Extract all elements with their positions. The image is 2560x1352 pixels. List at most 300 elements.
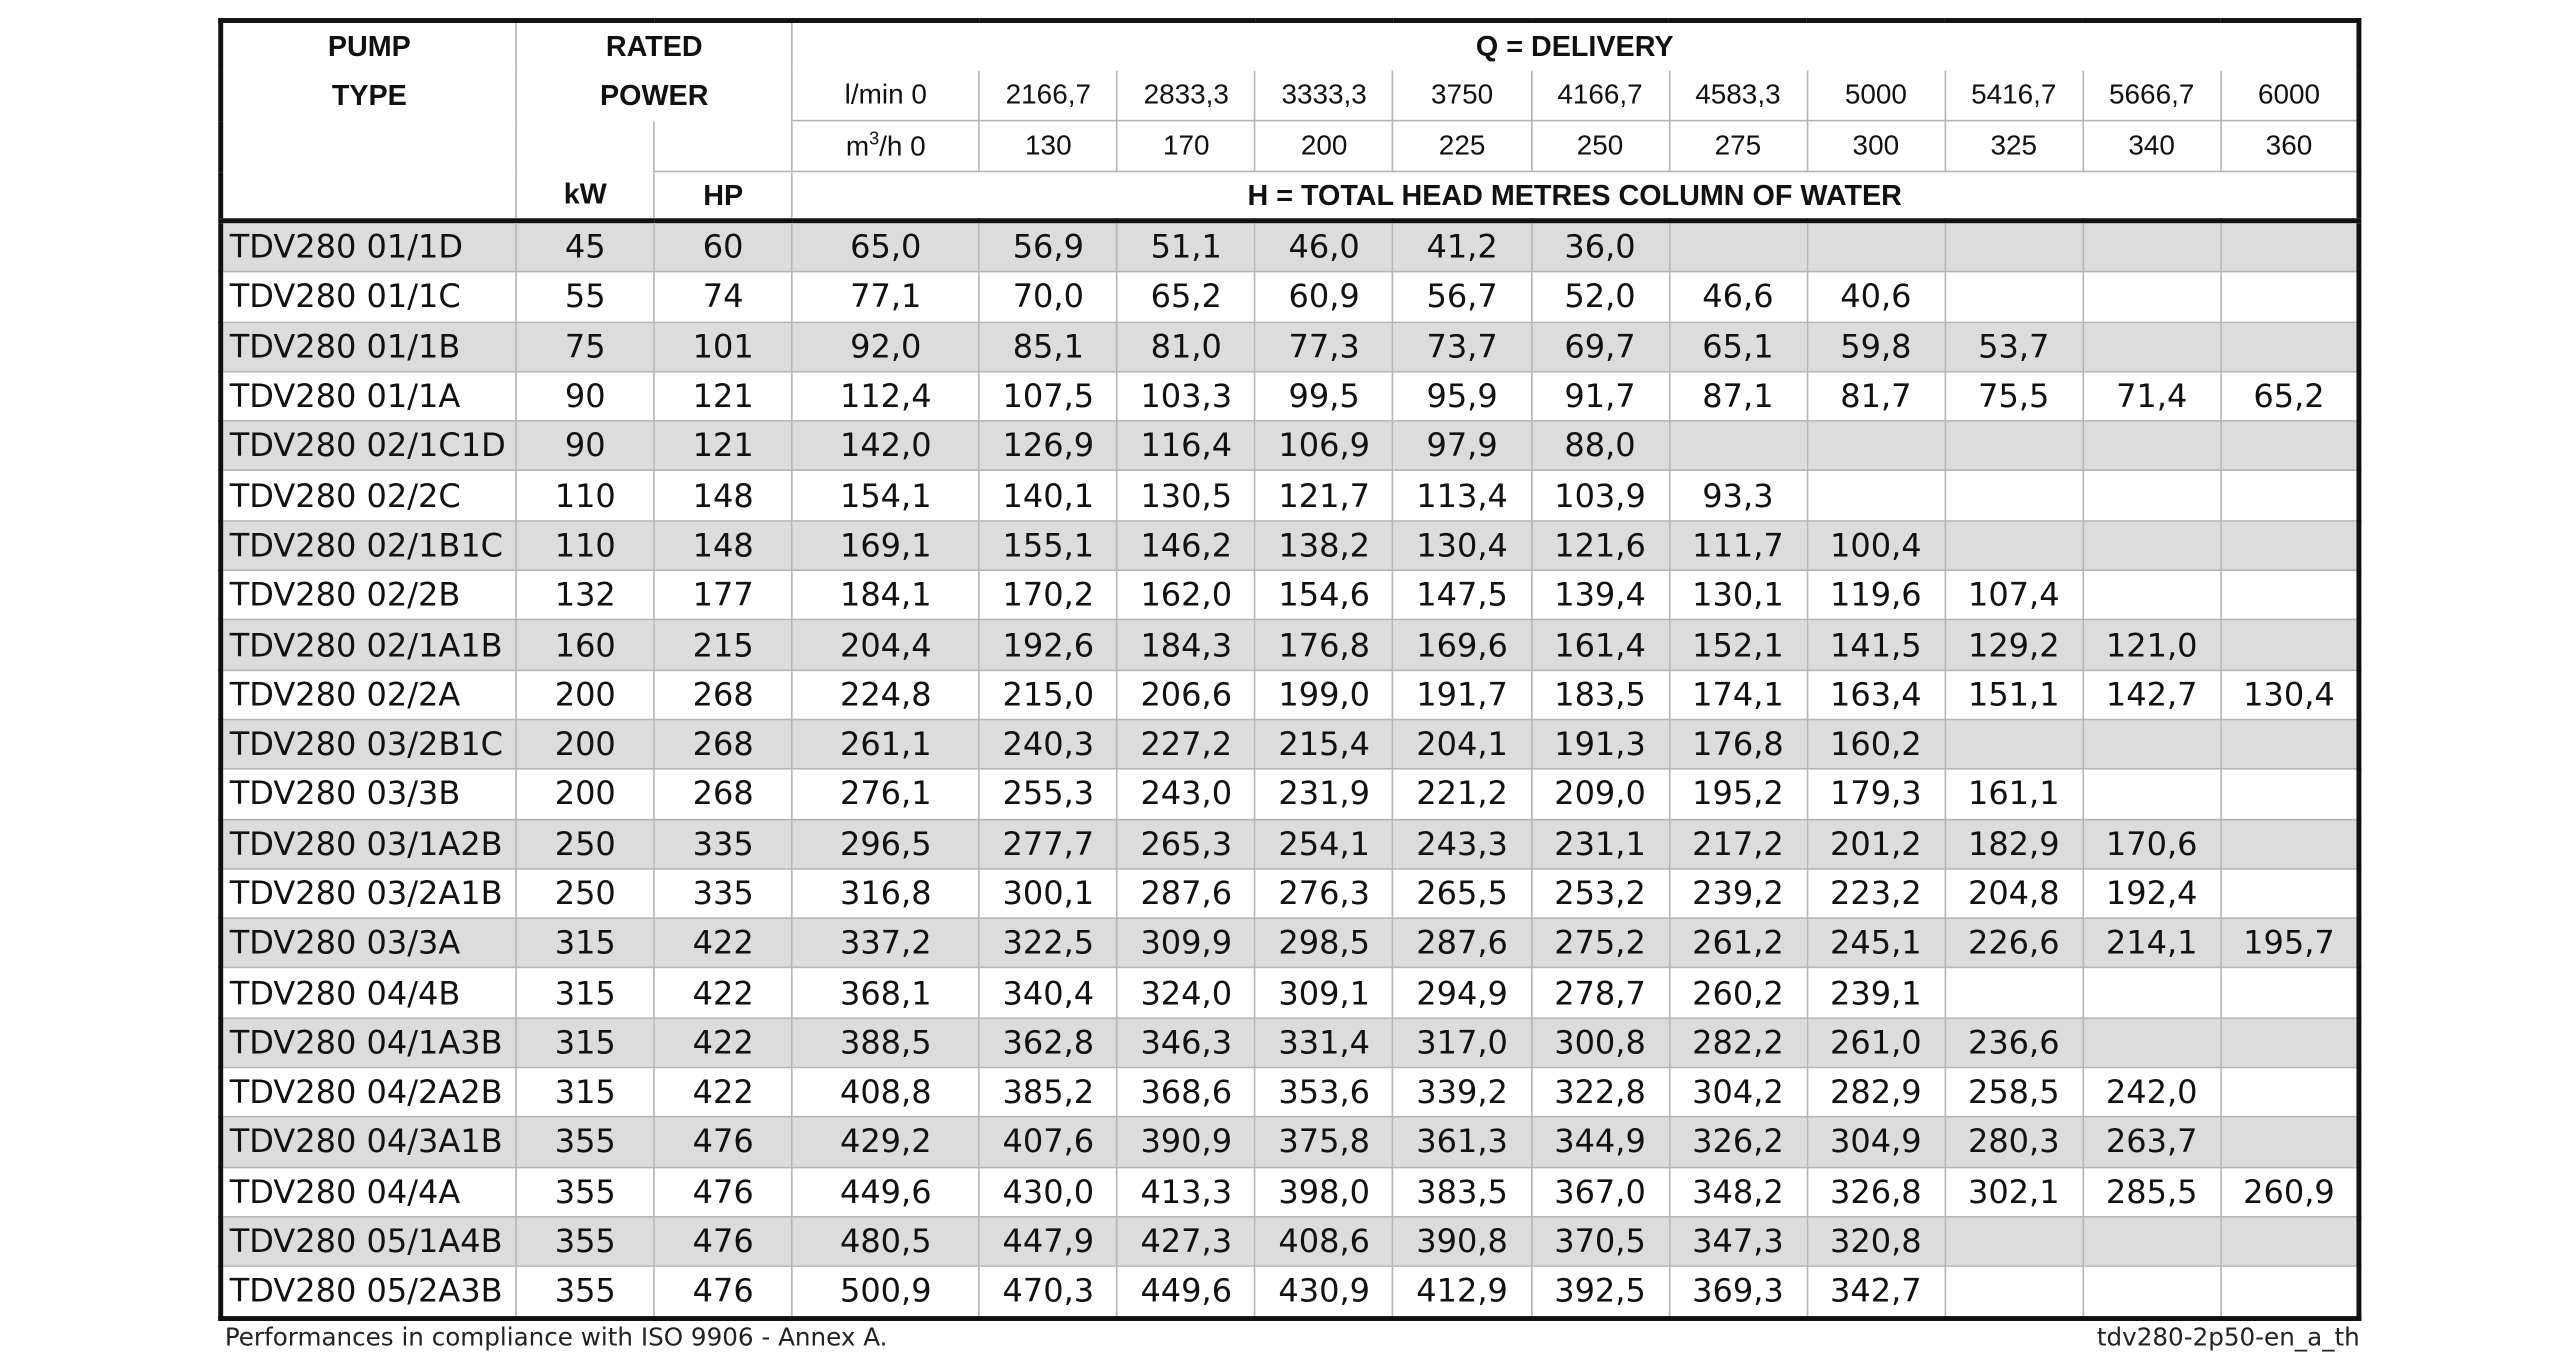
power-kw-cell: 55 bbox=[516, 272, 654, 322]
table-row bbox=[221, 1217, 2359, 1267]
head-value-cell: 46,6 bbox=[1669, 272, 1807, 322]
head-value-cell: 151,1 bbox=[1945, 670, 2083, 720]
head-value-cell: 53,7 bbox=[1945, 322, 2083, 372]
head-value-cell: 121,7 bbox=[1255, 471, 1393, 521]
power-kw-cell: 355 bbox=[516, 1266, 654, 1317]
head-value-cell: 227,2 bbox=[1117, 720, 1255, 770]
head-value-cell bbox=[1945, 521, 2083, 571]
head-value-cell bbox=[2083, 521, 2221, 571]
header-m3h-value: 275 bbox=[1669, 121, 1807, 172]
head-value-cell: 369,3 bbox=[1669, 1266, 1807, 1317]
head-value-cell: 65,0 bbox=[792, 221, 979, 272]
power-kw-cell: 200 bbox=[516, 769, 654, 819]
head-value-cell: 142,7 bbox=[2083, 670, 2221, 720]
table-row bbox=[221, 221, 2359, 272]
head-value-cell bbox=[1807, 421, 1945, 471]
head-value-cell: 81,7 bbox=[1807, 372, 1945, 422]
head-value-cell: 276,3 bbox=[1255, 869, 1393, 919]
head-value-cell: 231,1 bbox=[1531, 819, 1669, 869]
performance-table bbox=[218, 18, 2361, 1320]
table-row bbox=[221, 720, 2359, 770]
head-value-cell: 392,5 bbox=[1531, 1266, 1669, 1317]
head-value-cell bbox=[2221, 869, 2359, 919]
power-hp-cell: 121 bbox=[654, 372, 792, 422]
header-m3h-value: 325 bbox=[1945, 121, 2083, 172]
power-hp-cell: 74 bbox=[654, 272, 792, 322]
head-value-cell: 92,0 bbox=[792, 322, 979, 372]
head-value-cell: 383,5 bbox=[1393, 1167, 1531, 1217]
head-value-cell: 375,8 bbox=[1255, 1117, 1393, 1167]
head-value-cell bbox=[1807, 221, 1945, 272]
head-value-cell: 331,4 bbox=[1255, 1018, 1393, 1068]
header-head-title: H = TOTAL HEAD METRES COLUMN OF WATER bbox=[792, 171, 2359, 220]
power-hp-cell: 148 bbox=[654, 471, 792, 521]
head-value-cell: 430,9 bbox=[1255, 1266, 1393, 1317]
head-value-cell: 326,2 bbox=[1669, 1117, 1807, 1167]
head-value-cell: 59,8 bbox=[1807, 322, 1945, 372]
head-value-cell: 261,0 bbox=[1807, 1018, 1945, 1068]
head-value-cell: 97,9 bbox=[1393, 421, 1531, 471]
pump-type-cell: TDV280 02/2B bbox=[221, 570, 517, 620]
head-value-cell: 430,0 bbox=[979, 1167, 1117, 1217]
pump-type-cell: TDV280 03/1A2B bbox=[221, 819, 517, 869]
head-value-cell bbox=[2221, 769, 2359, 819]
power-hp-cell: 121 bbox=[654, 421, 792, 471]
head-value-cell: 77,3 bbox=[1255, 322, 1393, 372]
pump-type-cell: TDV280 03/3A bbox=[221, 918, 517, 968]
head-value-cell: 176,8 bbox=[1255, 620, 1393, 670]
pump-type-cell: TDV280 02/1B1C bbox=[221, 521, 517, 571]
head-value-cell: 116,4 bbox=[1117, 421, 1255, 471]
head-value-cell: 147,5 bbox=[1393, 570, 1531, 620]
head-value-cell: 107,5 bbox=[979, 372, 1117, 422]
head-value-cell: 388,5 bbox=[792, 1018, 979, 1068]
head-value-cell bbox=[2083, 471, 2221, 521]
head-value-cell: 130,5 bbox=[1117, 471, 1255, 521]
power-hp-cell: 101 bbox=[654, 322, 792, 372]
table-row bbox=[221, 670, 2359, 720]
power-kw-cell: 315 bbox=[516, 918, 654, 968]
header-lmin-value: 5416,7 bbox=[1945, 71, 2083, 121]
header-m3h-value: 250 bbox=[1531, 121, 1669, 172]
header-m3h-label: $m^3/h$ 0 bbox=[792, 121, 979, 172]
head-value-cell: 154,6 bbox=[1255, 570, 1393, 620]
head-value-cell: 130,1 bbox=[1669, 570, 1807, 620]
head-value-cell: 56,9 bbox=[979, 221, 1117, 272]
pump-type-cell: TDV280 04/4A bbox=[221, 1167, 517, 1217]
power-hp-cell: 335 bbox=[654, 869, 792, 919]
head-value-cell: 449,6 bbox=[792, 1167, 979, 1217]
head-value-cell: 215,4 bbox=[1255, 720, 1393, 770]
head-value-cell: 390,8 bbox=[1393, 1217, 1531, 1267]
head-value-cell: 142,0 bbox=[792, 421, 979, 471]
power-kw-cell: 355 bbox=[516, 1217, 654, 1267]
head-value-cell: 56,7 bbox=[1393, 272, 1531, 322]
head-value-cell: 75,5 bbox=[1945, 372, 2083, 422]
pump-type-cell: TDV280 02/2C bbox=[221, 471, 517, 521]
head-value-cell: 280,3 bbox=[1945, 1117, 2083, 1167]
pump-type-cell: TDV280 02/1C1D bbox=[221, 421, 517, 471]
head-value-cell: 261,2 bbox=[1669, 918, 1807, 968]
head-value-cell bbox=[1945, 221, 2083, 272]
head-value-cell: 278,7 bbox=[1531, 968, 1669, 1018]
head-value-cell: 126,9 bbox=[979, 421, 1117, 471]
head-value-cell: 41,2 bbox=[1393, 221, 1531, 272]
head-value-cell: 447,9 bbox=[979, 1217, 1117, 1267]
head-value-cell: 69,7 bbox=[1531, 322, 1669, 372]
head-value-cell: 408,8 bbox=[792, 1068, 979, 1118]
head-value-cell bbox=[2083, 421, 2221, 471]
head-value-cell: 88,0 bbox=[1531, 421, 1669, 471]
head-value-cell: 298,5 bbox=[1255, 918, 1393, 968]
head-value-cell: 141,5 bbox=[1807, 620, 1945, 670]
head-value-cell: 470,3 bbox=[979, 1266, 1117, 1317]
pump-type-cell: TDV280 04/2A2B bbox=[221, 1068, 517, 1118]
power-hp-cell: 177 bbox=[654, 570, 792, 620]
head-value-cell: 287,6 bbox=[1117, 869, 1255, 919]
header-kw: kW bbox=[516, 171, 654, 220]
power-kw-cell: 315 bbox=[516, 968, 654, 1018]
head-value-cell bbox=[1669, 421, 1807, 471]
head-value-cell: 368,1 bbox=[792, 968, 979, 1018]
head-value-cell: 81,0 bbox=[1117, 322, 1255, 372]
head-value-cell: 179,3 bbox=[1807, 769, 1945, 819]
header-lmin-value: 2166,7 bbox=[979, 71, 1117, 121]
head-value-cell: 239,1 bbox=[1807, 968, 1945, 1018]
head-value-cell: 398,0 bbox=[1255, 1167, 1393, 1217]
pump-type-cell: TDV280 04/3A1B bbox=[221, 1117, 517, 1167]
table-row bbox=[221, 272, 2359, 322]
pump-type-cell: TDV280 02/2A bbox=[221, 670, 517, 720]
pump-type-cell: TDV280 04/4B bbox=[221, 968, 517, 1018]
power-kw-cell: 75 bbox=[516, 322, 654, 372]
head-value-cell: 258,5 bbox=[1945, 1068, 2083, 1118]
head-value-cell: 287,6 bbox=[1393, 918, 1531, 968]
table-row bbox=[221, 968, 2359, 1018]
head-value-cell: 277,7 bbox=[979, 819, 1117, 869]
head-value-cell: 119,6 bbox=[1807, 570, 1945, 620]
head-value-cell bbox=[2221, 968, 2359, 1018]
power-hp-cell: 422 bbox=[654, 1018, 792, 1068]
head-value-cell: 112,4 bbox=[792, 372, 979, 422]
header-lmin-value: 5666,7 bbox=[2083, 71, 2221, 121]
power-kw-cell: 315 bbox=[516, 1018, 654, 1068]
head-value-cell bbox=[2083, 272, 2221, 322]
power-kw-cell: 110 bbox=[516, 521, 654, 571]
pump-type-cell: TDV280 03/2B1C bbox=[221, 720, 517, 770]
head-value-cell: 309,1 bbox=[1255, 968, 1393, 1018]
head-value-cell: 294,9 bbox=[1393, 968, 1531, 1018]
power-hp-cell: 422 bbox=[654, 918, 792, 968]
head-value-cell: 195,2 bbox=[1669, 769, 1807, 819]
head-value-cell: 191,3 bbox=[1531, 720, 1669, 770]
head-value-cell: 182,9 bbox=[1945, 819, 2083, 869]
pump-type-cell: TDV280 01/1C bbox=[221, 272, 517, 322]
power-kw-cell: 250 bbox=[516, 869, 654, 919]
header-lmin-value: 4166,7 bbox=[1531, 71, 1669, 121]
head-value-cell: 339,2 bbox=[1393, 1068, 1531, 1118]
head-value-cell: 111,7 bbox=[1669, 521, 1807, 571]
head-value-cell: 263,7 bbox=[2083, 1117, 2221, 1167]
head-value-cell: 95,9 bbox=[1393, 372, 1531, 422]
power-kw-cell: 355 bbox=[516, 1117, 654, 1167]
head-value-cell: 255,3 bbox=[979, 769, 1117, 819]
head-value-cell: 362,8 bbox=[979, 1018, 1117, 1068]
head-value-cell: 320,8 bbox=[1807, 1217, 1945, 1267]
head-value-cell: 275,2 bbox=[1531, 918, 1669, 968]
head-value-cell: 170,2 bbox=[979, 570, 1117, 620]
head-value-cell: 245,1 bbox=[1807, 918, 1945, 968]
power-kw-cell: 355 bbox=[516, 1167, 654, 1217]
head-value-cell: 204,1 bbox=[1393, 720, 1531, 770]
head-value-cell bbox=[2221, 272, 2359, 322]
head-value-cell bbox=[2221, 421, 2359, 471]
head-value-cell: 146,2 bbox=[1117, 521, 1255, 571]
header-lmin-label: l/min 0 bbox=[792, 71, 979, 121]
head-value-cell: 71,4 bbox=[2083, 372, 2221, 422]
table-row bbox=[221, 1117, 2359, 1167]
power-kw-cell: 45 bbox=[516, 221, 654, 272]
head-value-cell: 260,9 bbox=[2221, 1167, 2359, 1217]
head-value-cell: 183,5 bbox=[1531, 670, 1669, 720]
head-value-cell: 191,7 bbox=[1393, 670, 1531, 720]
head-value-cell: 214,1 bbox=[2083, 918, 2221, 968]
head-value-cell: 40,6 bbox=[1807, 272, 1945, 322]
head-value-cell: 152,1 bbox=[1669, 620, 1807, 670]
head-value-cell: 361,3 bbox=[1393, 1117, 1531, 1167]
power-kw-cell: 200 bbox=[516, 720, 654, 770]
head-value-cell: 449,6 bbox=[1117, 1266, 1255, 1317]
table-row bbox=[221, 769, 2359, 819]
head-value-cell: 324,0 bbox=[1117, 968, 1255, 1018]
head-value-cell: 353,6 bbox=[1255, 1068, 1393, 1118]
head-value-cell: 51,1 bbox=[1117, 221, 1255, 272]
table-row bbox=[221, 1068, 2359, 1118]
head-value-cell: 192,4 bbox=[2083, 869, 2221, 919]
head-value-cell: 184,1 bbox=[792, 570, 979, 620]
header-lmin-value: 6000 bbox=[2221, 71, 2359, 121]
head-value-cell bbox=[2221, 1068, 2359, 1118]
table-row bbox=[221, 471, 2359, 521]
head-value-cell bbox=[2221, 471, 2359, 521]
head-value-cell: 243,0 bbox=[1117, 769, 1255, 819]
head-value-cell: 385,2 bbox=[979, 1068, 1117, 1118]
head-value-cell: 85,1 bbox=[979, 322, 1117, 372]
table-row bbox=[221, 819, 2359, 869]
head-value-cell bbox=[1807, 471, 1945, 521]
power-hp-cell: 148 bbox=[654, 521, 792, 571]
head-value-cell: 368,6 bbox=[1117, 1068, 1255, 1118]
table-row bbox=[221, 421, 2359, 471]
head-value-cell: 239,2 bbox=[1669, 869, 1807, 919]
head-value-cell: 344,9 bbox=[1531, 1117, 1669, 1167]
header-m3h-value: 360 bbox=[2221, 121, 2359, 172]
head-value-cell: 407,6 bbox=[979, 1117, 1117, 1167]
head-value-cell: 36,0 bbox=[1531, 221, 1669, 272]
head-value-cell: 91,7 bbox=[1531, 372, 1669, 422]
header-type: TYPE bbox=[221, 71, 517, 121]
table-header bbox=[221, 21, 2359, 221]
head-value-cell bbox=[2221, 521, 2359, 571]
head-value-cell: 130,4 bbox=[1393, 521, 1531, 571]
header-lmin-value: 4583,3 bbox=[1669, 71, 1807, 121]
head-value-cell bbox=[2083, 968, 2221, 1018]
head-value-cell: 224,8 bbox=[792, 670, 979, 720]
header-m3h-value: 340 bbox=[2083, 121, 2221, 172]
head-value-cell: 282,9 bbox=[1807, 1068, 1945, 1118]
table-row bbox=[221, 1167, 2359, 1217]
power-hp-cell: 422 bbox=[654, 968, 792, 1018]
power-kw-cell: 90 bbox=[516, 372, 654, 422]
head-value-cell: 169,1 bbox=[792, 521, 979, 571]
head-value-cell: 337,2 bbox=[792, 918, 979, 968]
power-hp-cell: 335 bbox=[654, 819, 792, 869]
head-value-cell: 408,6 bbox=[1255, 1217, 1393, 1267]
head-value-cell: 340,4 bbox=[979, 968, 1117, 1018]
head-value-cell: 254,1 bbox=[1255, 819, 1393, 869]
header-hp: HP bbox=[654, 171, 792, 220]
head-value-cell: 265,5 bbox=[1393, 869, 1531, 919]
head-value-cell bbox=[2221, 620, 2359, 670]
header-m3h-value: 225 bbox=[1393, 121, 1531, 172]
pump-type-cell: TDV280 01/1A bbox=[221, 372, 517, 422]
header-m3h-value: 170 bbox=[1117, 121, 1255, 172]
head-value-cell bbox=[2221, 720, 2359, 770]
head-value-cell: 93,3 bbox=[1669, 471, 1807, 521]
head-value-cell bbox=[1945, 421, 2083, 471]
head-value-cell bbox=[2083, 1217, 2221, 1267]
head-value-cell bbox=[1945, 968, 2083, 1018]
head-value-cell bbox=[2083, 769, 2221, 819]
head-value-cell: 130,4 bbox=[2221, 670, 2359, 720]
pump-type-cell: TDV280 05/2A3B bbox=[221, 1266, 517, 1317]
head-value-cell: 304,2 bbox=[1669, 1068, 1807, 1118]
head-value-cell: 317,0 bbox=[1393, 1018, 1531, 1068]
head-value-cell: 195,7 bbox=[2221, 918, 2359, 968]
head-value-cell: 65,2 bbox=[2221, 372, 2359, 422]
head-value-cell: 65,1 bbox=[1669, 322, 1807, 372]
head-value-cell: 70,0 bbox=[979, 272, 1117, 322]
table-row bbox=[221, 372, 2359, 422]
head-value-cell: 138,2 bbox=[1255, 521, 1393, 571]
head-value-cell: 300,1 bbox=[979, 869, 1117, 919]
head-value-cell: 87,1 bbox=[1669, 372, 1807, 422]
head-value-cell: 326,8 bbox=[1807, 1167, 1945, 1217]
power-hp-cell: 215 bbox=[654, 620, 792, 670]
power-hp-cell: 476 bbox=[654, 1167, 792, 1217]
power-kw-cell: 132 bbox=[516, 570, 654, 620]
head-value-cell: 282,2 bbox=[1669, 1018, 1807, 1068]
power-kw-cell: 250 bbox=[516, 819, 654, 869]
head-value-cell: 242,0 bbox=[2083, 1068, 2221, 1118]
header-m3h-value: 130 bbox=[979, 121, 1117, 172]
power-kw-cell: 160 bbox=[516, 620, 654, 670]
head-value-cell: 121,0 bbox=[2083, 620, 2221, 670]
pump-type-cell: TDV280 04/1A3B bbox=[221, 1018, 517, 1068]
head-value-cell: 427,3 bbox=[1117, 1217, 1255, 1267]
table-row bbox=[221, 1018, 2359, 1068]
pump-type-cell: TDV280 05/1A4B bbox=[221, 1217, 517, 1267]
head-value-cell: 304,9 bbox=[1807, 1117, 1945, 1167]
head-value-cell: 155,1 bbox=[979, 521, 1117, 571]
head-value-cell: 103,3 bbox=[1117, 372, 1255, 422]
head-value-cell: 217,2 bbox=[1669, 819, 1807, 869]
head-value-cell bbox=[2221, 322, 2359, 372]
head-value-cell bbox=[1945, 471, 2083, 521]
power-kw-cell: 90 bbox=[516, 421, 654, 471]
head-value-cell: 236,6 bbox=[1945, 1018, 2083, 1068]
head-value-cell bbox=[2083, 1018, 2221, 1068]
head-value-cell bbox=[2221, 1217, 2359, 1267]
head-value-cell: 243,3 bbox=[1393, 819, 1531, 869]
footnote: Performances in compliance with ISO 9906 - Annex A. bbox=[224, 1322, 888, 1352]
head-value-cell bbox=[1945, 272, 2083, 322]
head-value-cell: 46,0 bbox=[1255, 221, 1393, 272]
header-m3h-value: 300 bbox=[1807, 121, 1945, 172]
header-lmin-value: 3750 bbox=[1393, 71, 1531, 121]
head-value-cell bbox=[2221, 819, 2359, 869]
head-value-cell: 140,1 bbox=[979, 471, 1117, 521]
head-value-cell: 60,9 bbox=[1255, 272, 1393, 322]
pump-type-cell: TDV280 02/1A1B bbox=[221, 620, 517, 670]
pump-type-cell: TDV280 01/1B bbox=[221, 322, 517, 372]
head-value-cell: 500,9 bbox=[792, 1266, 979, 1317]
pump-type-cell: TDV280 01/1D bbox=[221, 221, 517, 272]
table-row bbox=[221, 869, 2359, 919]
head-value-cell: 170,6 bbox=[2083, 819, 2221, 869]
head-value-cell: 412,9 bbox=[1393, 1266, 1531, 1317]
head-value-cell: 201,2 bbox=[1807, 819, 1945, 869]
head-value-cell: 204,8 bbox=[1945, 869, 2083, 919]
table-row bbox=[221, 322, 2359, 372]
head-value-cell: 226,6 bbox=[1945, 918, 2083, 968]
head-value-cell: 223,2 bbox=[1807, 869, 1945, 919]
head-value-cell bbox=[2083, 570, 2221, 620]
power-kw-cell: 110 bbox=[516, 471, 654, 521]
pump-type-cell: TDV280 03/2A1B bbox=[221, 869, 517, 919]
header-lmin-value: 5000 bbox=[1807, 71, 1945, 121]
head-value-cell: 221,2 bbox=[1393, 769, 1531, 819]
head-value-cell bbox=[2221, 221, 2359, 272]
head-value-cell: 154,1 bbox=[792, 471, 979, 521]
head-value-cell: 204,4 bbox=[792, 620, 979, 670]
head-value-cell: 161,4 bbox=[1531, 620, 1669, 670]
head-value-cell: 209,0 bbox=[1531, 769, 1669, 819]
head-value-cell: 347,3 bbox=[1669, 1217, 1807, 1267]
head-value-cell bbox=[1945, 1266, 2083, 1317]
head-value-cell: 322,8 bbox=[1531, 1068, 1669, 1118]
power-hp-cell: 60 bbox=[654, 221, 792, 272]
head-value-cell: 192,6 bbox=[979, 620, 1117, 670]
head-value-cell: 206,6 bbox=[1117, 670, 1255, 720]
head-value-cell: 199,0 bbox=[1255, 670, 1393, 720]
header-rated: RATED bbox=[516, 21, 792, 71]
head-value-cell: 107,4 bbox=[1945, 570, 2083, 620]
power-kw-cell: 200 bbox=[516, 670, 654, 720]
head-value-cell: 429,2 bbox=[792, 1117, 979, 1167]
head-value-cell: 121,6 bbox=[1531, 521, 1669, 571]
head-value-cell: 285,5 bbox=[2083, 1167, 2221, 1217]
head-value-cell: 139,4 bbox=[1531, 570, 1669, 620]
header-lmin-value: 3333,3 bbox=[1255, 71, 1393, 121]
head-value-cell: 113,4 bbox=[1393, 471, 1531, 521]
head-value-cell: 342,7 bbox=[1807, 1266, 1945, 1317]
head-value-cell bbox=[2083, 720, 2221, 770]
head-value-cell: 215,0 bbox=[979, 670, 1117, 720]
head-value-cell bbox=[2221, 1266, 2359, 1317]
head-value-cell bbox=[2221, 1117, 2359, 1167]
head-value-cell: 253,2 bbox=[1531, 869, 1669, 919]
